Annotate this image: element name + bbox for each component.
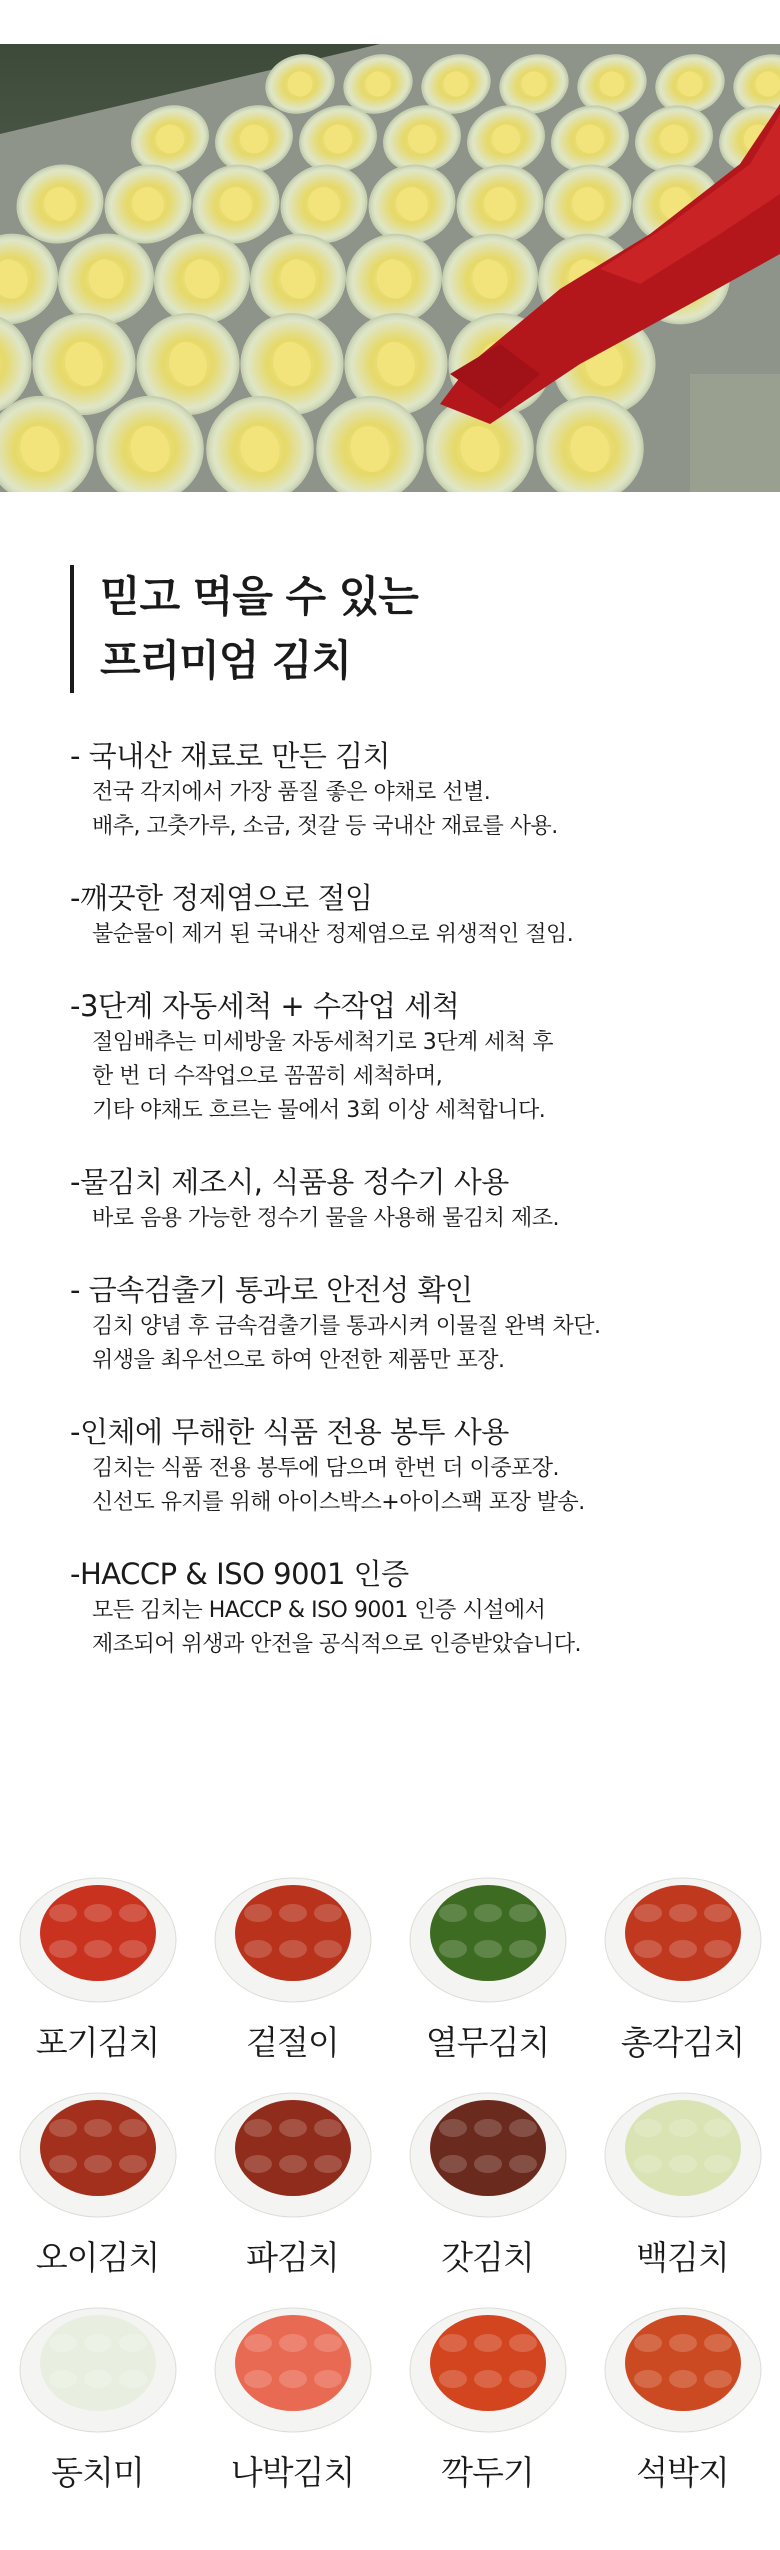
feature-description: 전국 각지에서 가장 품질 좋은 야채로 선별. — [92, 780, 491, 805]
kimchi-card — [585, 1855, 780, 2065]
kimchi-card — [390, 2070, 585, 2280]
kimchi-label: 오이김치 — [35, 2238, 160, 2277]
kimchi-card — [390, 1855, 585, 2065]
feature-item — [70, 736, 750, 844]
cucumber-kimchi-photo — [0, 2070, 195, 2230]
page-title-line-1: 믿고 먹을 수 있는 — [100, 572, 418, 621]
feature-description: 신선도 유지를 위해 아이스박스+아이스팩 포장 발송. — [92, 1490, 585, 1515]
kimchi-card — [0, 2070, 195, 2280]
feature-description: 김치는 식품 전용 봉투에 담으며 한번 더 이중포장. — [92, 1456, 559, 1481]
feature-description: 제조되어 위생과 안전을 공식적으로 인증받았습니다. — [92, 1632, 582, 1657]
kimchi-label: 총각김치 — [620, 2023, 745, 2062]
chonggak-kimchi-photo — [585, 1855, 780, 2015]
kimchi-card — [0, 1855, 195, 2065]
kimchi-label: 깍두기 — [441, 2453, 534, 2492]
kkakdugi-photo — [390, 2285, 585, 2445]
kimchi-card — [195, 2070, 390, 2280]
geotjeori-photo — [195, 1855, 390, 2015]
feature-item — [70, 878, 750, 952]
feature-description: 절임배추는 미세방울 자동세척기로 3단계 세척 후 — [92, 1030, 554, 1055]
feature-title: -깨끗한 정제염으로 절임 — [70, 881, 373, 915]
feature-description: 바로 음용 가능한 정수기 물을 사용해 물김치 제조. — [92, 1206, 559, 1231]
nabak-kimchi-photo — [195, 2285, 390, 2445]
feature-description: 기타 야채도 흐르는 물에서 3회 이상 세척합니다. — [92, 1098, 546, 1123]
kimchi-label: 열무김치 — [425, 2023, 550, 2062]
kimchi-label: 동치미 — [51, 2453, 144, 2492]
kimchi-label: 포기김치 — [35, 2023, 160, 2062]
kimchi-label: 갓김치 — [441, 2238, 534, 2277]
kimchi-label: 겉절이 — [246, 2023, 339, 2062]
feature-title: -인체에 무해한 식품 전용 봉투 사용 — [70, 1415, 509, 1449]
feature-title: -HACCP & ISO 9001 인증 — [70, 1557, 409, 1591]
feature-description: 위생을 최우선으로 하여 안전한 제품만 포장. — [92, 1348, 505, 1373]
feature-description: 모든 김치는 HACCP & ISO 9001 인증 시설에서 — [92, 1598, 546, 1623]
kimchi-label: 석박지 — [636, 2453, 729, 2492]
feature-item — [70, 1162, 750, 1236]
kimchi-label: 파김치 — [246, 2238, 339, 2277]
feature-item — [70, 1270, 750, 1378]
kimchi-label: 백김치 — [636, 2238, 729, 2277]
kimchi-label: 나박김치 — [230, 2453, 355, 2492]
feature-item — [70, 1554, 750, 1662]
feature-title: - 국내산 재료로 만든 김치 — [70, 739, 390, 773]
feature-title: -3단계 자동세척 + 수작업 세척 — [70, 989, 460, 1023]
feature-description: 한 번 더 수작업으로 꼼꼼히 세척하며, — [92, 1064, 443, 1089]
feature-title: - 금속검출기 통과로 안전성 확인 — [70, 1273, 473, 1307]
page-title — [70, 565, 418, 693]
feature-description: 김치 양념 후 금속검출기를 통과시켜 이물질 완벽 차단. — [92, 1314, 601, 1339]
napa-kimchi-photo — [0, 1855, 195, 2015]
kimchi-card — [585, 2285, 780, 2495]
white-kimchi-photo — [585, 2070, 780, 2230]
kimchi-card — [585, 2070, 780, 2280]
feature-description: 불순물이 제거 된 국내산 정제염으로 위생적인 절임. — [92, 922, 574, 947]
feature-item — [70, 986, 750, 1128]
kimchi-card — [0, 2285, 195, 2495]
kimchi-card — [390, 2285, 585, 2495]
hero-cabbage-photo — [0, 44, 780, 492]
seokbakji-photo — [585, 2285, 780, 2445]
feature-title: -물김치 제조시, 식품용 정수기 사용 — [70, 1165, 509, 1199]
feature-item — [70, 1412, 750, 1520]
page-title-line-2: 프리미엄 김치 — [100, 636, 352, 685]
feature-description: 배추, 고춧가루, 소금, 젓갈 등 국내산 재료를 사용. — [92, 814, 558, 839]
dongchimi-photo — [0, 2285, 195, 2445]
green-onion-kimchi-photo — [195, 2070, 390, 2230]
mustard-leaf-kimchi-photo — [390, 2070, 585, 2230]
kimchi-card — [195, 1855, 390, 2065]
feature-list — [70, 736, 750, 1696]
yeolmu-kimchi-photo — [390, 1855, 585, 2015]
kimchi-card — [195, 2285, 390, 2495]
